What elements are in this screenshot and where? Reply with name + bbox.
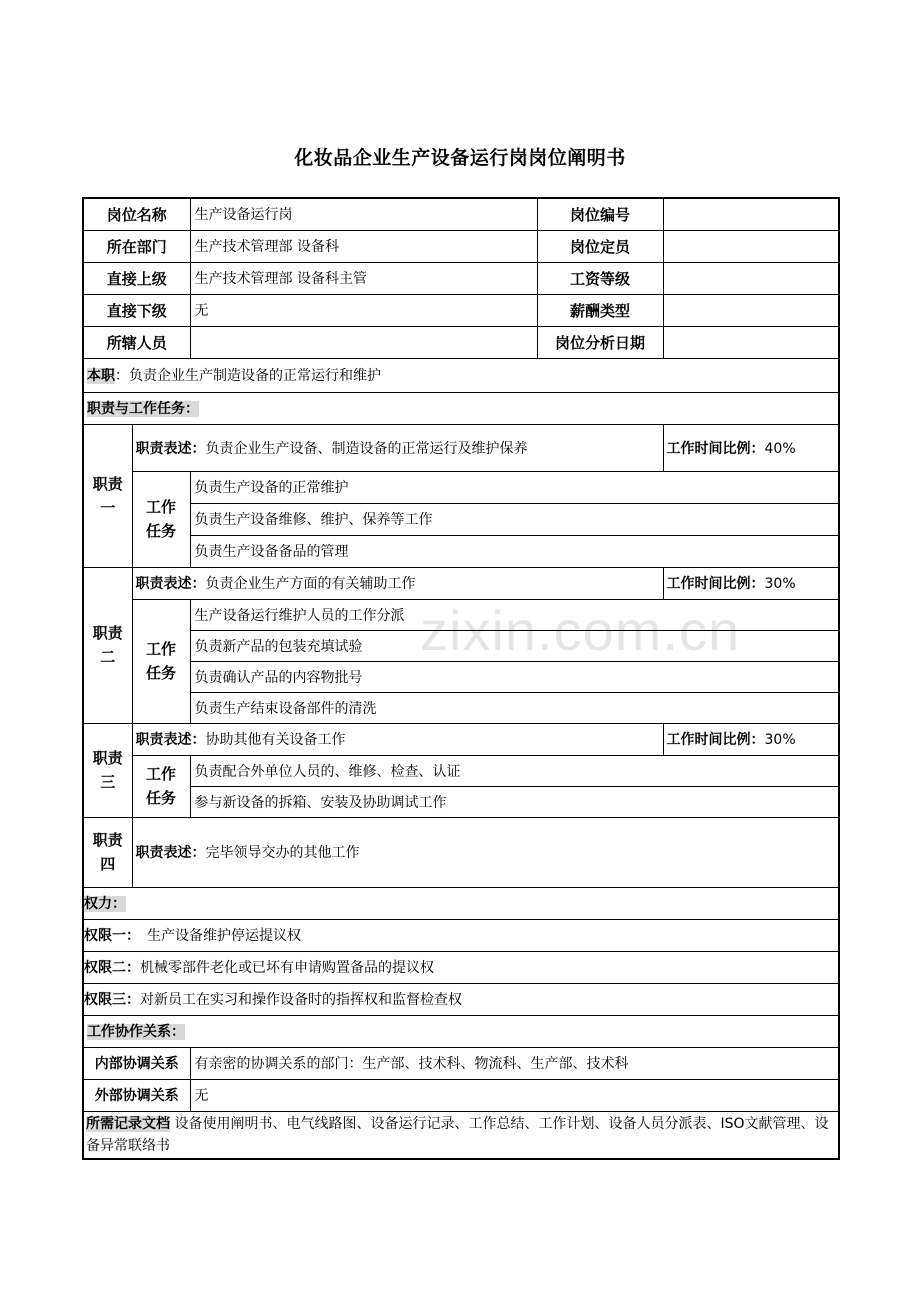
external-relation-row [83,1079,839,1111]
internal-relation-row [83,1047,839,1079]
duty-2-task-label: 工作任务 [132,599,190,723]
duty-1-ratio: 40% [764,440,796,457]
duty-2-task-4: 负责生产结束设备部件的清洗 [190,692,839,723]
grade-value [663,262,839,294]
authority-row [83,983,839,1015]
duty-3-desc-cell [132,723,663,755]
duty-1-task-row [83,471,839,503]
staff-value [190,326,537,358]
time-ratio-label: 工作时间比例： [666,576,765,592]
duty-2-desc: 负责企业生产方面的有关辅助工作 [205,576,416,592]
duty-2-task-row [83,599,839,630]
duty-3-desc: 协助其他有关设备工作 [205,732,346,748]
external-relation-label: 外部协调关系 [83,1079,190,1111]
time-ratio-label: 工作时间比例： [666,732,765,748]
authority-header-cell [83,887,839,919]
relations-header-row [83,1015,839,1047]
duty-1-desc-row [83,424,839,471]
post-no-label: 岗位编号 [537,198,663,230]
authority-1-text: 生产设备维护停运提议权 [133,928,301,944]
superior-label: 直接上级 [83,262,190,294]
staff-label: 所辖人员 [83,326,190,358]
duty-4-name: 职责四 [83,817,132,887]
duty-3-task-row [83,755,839,786]
duty-desc-label: 职责表述： [135,576,206,592]
post-name-label: 岗位名称 [83,198,190,230]
duty-1-task-1: 负责生产设备的正常维护 [190,471,839,503]
analysis-date-label: 岗位分析日期 [537,326,663,358]
job-description-table [82,197,840,1160]
relations-header-cell [83,1015,839,1047]
duties-header: 职责与工作任务： [87,401,199,417]
mission-cell [83,358,839,392]
duty-3-desc-row [83,723,839,755]
dept-label: 所在部门 [83,230,190,262]
internal-relation-label: 内部协调关系 [83,1047,190,1079]
info-row-post-name [83,198,839,230]
duty-1-name: 职责一 [83,424,132,567]
duty-4-desc: 完毕领导交办的其他工作 [205,845,360,861]
duty-2-ratio: 30% [764,576,796,592]
authority-row [83,951,839,983]
duty-desc-label: 职责表述： [135,732,206,748]
info-row-subordinate [83,294,839,326]
duty-1-task-label: 工作任务 [132,471,190,567]
duties-header-row [83,392,839,424]
subordinate-value: 无 [190,294,537,326]
quota-value [663,230,839,262]
subordinate-label: 直接下级 [83,294,190,326]
internal-relation-value: 有亲密的协调关系的部门：生产部、技术科、物流科、生产部、技术科 [190,1047,839,1079]
relations-header: 工作协作关系： [87,1024,185,1040]
duty-2-task-3: 负责确认产品的内容物批号 [190,661,839,692]
authority-2-cell [83,951,839,983]
duty-1-task-2: 负责生产设备维修、维护、保养等工作 [190,503,839,535]
info-row-staff [83,326,839,358]
time-ratio-label: 工作时间比例： [666,440,765,457]
pay-type-label: 薪酬类型 [537,294,663,326]
quota-label: 岗位定员 [537,230,663,262]
duty-desc-label: 职责表述： [135,845,206,861]
authority-3-cell [83,983,839,1015]
duty-3-ratio-cell [663,723,839,755]
watermark: zixin.com.cn [420,599,741,662]
duty-2-task-row [83,630,839,661]
authority-2-text: 机械零部件老化或已坏有申请购置备品的提议权 [140,960,434,976]
duty-3-task-2: 参与新设备的拆箱、安装及协助调试工作 [190,786,839,817]
authority-2-label: 权限二： [84,960,140,976]
authority-1-label: 权限一： [84,928,133,944]
records-label: 所需记录文档 [86,1115,170,1132]
authority-3-text: 对新员工在实习和操作设备时的指挥权和监督检查权 [140,992,462,1008]
authority-header-row [83,887,839,919]
mission-row [83,358,839,392]
grade-label: 工资等级 [537,262,663,294]
duty-2-ratio-cell [663,567,839,599]
duty-2-task-1: 生产设备运行维护人员的工作分派 [190,599,839,630]
external-relation-value: 无 [190,1079,839,1111]
duty-1-desc-cell [132,424,663,471]
info-row-dept [83,230,839,262]
duty-4-desc-cell [132,817,839,887]
duty-1-ratio-cell [663,424,839,471]
duty-1-task-row [83,503,839,535]
pay-type-value [663,294,839,326]
authority-row [83,919,839,951]
duty-3-task-row [83,786,839,817]
duty-1-task-3: 负责生产设备备品的管理 [190,535,839,567]
dept-value: 生产技术管理部 设备科 [190,230,537,262]
analysis-date-value [663,326,839,358]
duty-3-task-1: 负责配合外单位人员的、维修、检查、认证 [190,755,839,786]
records-text: 设备使用阐明书、电气线路图、设备运行记录、工作总结、工作计划、设备人员分派表、ISO文献管理、设备异常联络书 [86,1115,829,1154]
post-no-value [663,198,839,230]
duty-2-desc-row [83,567,839,599]
duty-1-task-row [83,535,839,567]
records-cell [83,1111,839,1159]
authority-3-label: 权限三： [84,992,140,1008]
duty-2-task-row [83,661,839,692]
records-row [83,1111,839,1159]
duty-2-task-2: 负责新产品的包装充填试验 [190,630,839,661]
post-name-value: 生产设备运行岗 [190,198,537,230]
duty-2-name: 职责二 [83,567,132,723]
duties-header-cell [83,392,839,424]
superior-value: 生产技术管理部 设备科主管 [190,262,537,294]
duty-2-task-row [83,692,839,723]
duty-2-desc-cell [132,567,663,599]
duty-1-desc: 负责企业生产设备、制造设备的正常运行及维护保养 [205,440,528,457]
duty-3-task-label: 工作任务 [132,755,190,817]
duty-3-name: 职责三 [83,723,132,817]
duty-desc-label: 职责表述： [135,440,206,457]
duty-4-row [83,817,839,887]
mission-label: 本职 [87,368,115,384]
mission-text: ：负责企业生产制造设备的正常运行和维护 [115,368,381,384]
info-row-superior [83,262,839,294]
authority-header: 权力： [84,896,126,912]
page-title: 化妆品企业生产设备运行岗岗位阐明书 [294,147,626,169]
authority-1-cell [83,919,839,951]
duty-3-ratio: 30% [764,732,796,748]
